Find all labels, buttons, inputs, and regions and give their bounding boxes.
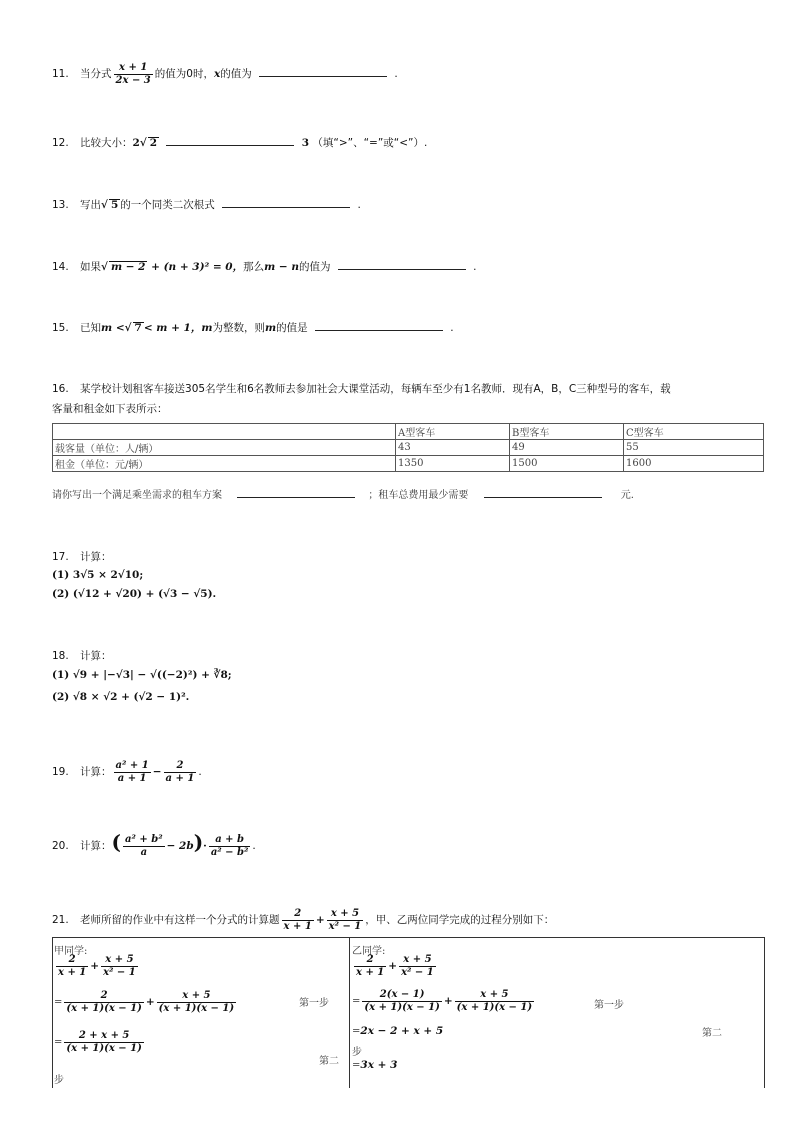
yi-f1-numerator-2: x + 5	[455, 989, 534, 1002]
jia-equals-2: =	[54, 1037, 63, 1048]
yi-f1-plus: +	[443, 995, 453, 1007]
table-cell: 49	[510, 440, 624, 456]
q11-variable: x	[213, 68, 221, 80]
q12-prefix: 比较大小：	[80, 137, 133, 149]
question-18	[52, 651, 112, 662]
yi-step-1: 第一步	[594, 1000, 624, 1011]
q13-prefix: 写出	[80, 199, 102, 211]
table-row	[53, 456, 764, 472]
q12-lhs-radicand: 2	[149, 137, 158, 149]
jia-line-0	[54, 954, 140, 978]
jia-f0-numerator: 2	[56, 954, 88, 967]
jia-f1-plus: +	[145, 996, 155, 1008]
jia-f1-numerator: 2	[64, 990, 143, 1003]
q14-expression: + (n + 3)² = 0，	[147, 261, 244, 273]
q15-end: .	[450, 322, 454, 334]
yi-label: 乙同学:	[352, 946, 386, 957]
q12-number: 12.	[52, 137, 69, 149]
q12-lhs-coefficient: 2	[132, 137, 140, 149]
yi-line-1	[352, 989, 536, 1013]
question-12: 12. 比较大小：2√ 2 3 （填“>”、“=”或“<”）.	[52, 137, 428, 149]
q11-end: .	[394, 68, 398, 80]
q17-part-1: (1) 3√5 × 2√10;	[52, 569, 144, 581]
q20-dot: ·	[203, 840, 207, 852]
q20-numerator-1: a² + b²	[125, 834, 163, 845]
q16-ask-c: 元.	[620, 490, 634, 501]
question-15: 15. 已知m <√ 7 < m + 1，m为整数，则m的值是 .	[52, 322, 454, 334]
jia-f0-denominator: x + 1	[58, 966, 87, 978]
q16-text-line-2: 客量和租金如下表所示：	[52, 403, 168, 415]
question-13: 13. 写出√ 5 的一个同类二次根式 .	[52, 199, 361, 211]
yi-f0-numerator-2: x + 5	[399, 954, 436, 967]
q19-fraction-1	[114, 760, 151, 784]
q11-suffix: 的值为	[220, 68, 252, 80]
q20-denominator-1: a	[140, 846, 148, 858]
question-11	[52, 62, 398, 86]
q20-title: 计算：	[80, 840, 112, 852]
question-20: 20. 计算：( $\frac{\text{a² + b²}}{a}$ − 2b)· $\frac{a + b}{\text{a² − b²}}$ .	[52, 830, 256, 858]
yi-f1-numerator: 2(x − 1)	[362, 989, 441, 1002]
yi-f0-denominator-2: x² − 1	[401, 966, 434, 978]
jia-step-2b: 步	[54, 1075, 64, 1086]
table-header-cell	[53, 424, 396, 440]
q11-answer-blank[interactable]	[259, 75, 387, 77]
question-14: 14. 如果√ m − 2 + (n + 3)² = 0，那么m − n的值为 .	[52, 261, 477, 273]
q17-part-2: (2) (√12 + √20) + (√3 − √5).	[52, 588, 217, 600]
jia-f1-denominator-2: (x + 1)(x − 1)	[158, 1002, 235, 1014]
table-header-cell: C型客车	[624, 424, 764, 440]
table-cell: 55	[624, 440, 764, 456]
yi-line-3-expression: 3x + 3	[360, 1059, 398, 1071]
q18-part-1: (1) √9 + |−√3| − √((−2)²) + ∛8;	[52, 669, 232, 681]
jia-line-1	[54, 990, 238, 1014]
q14-variable: m − n	[264, 261, 299, 273]
jia-line-2	[54, 1030, 146, 1054]
q19-number: 19.	[52, 766, 69, 778]
q20-fraction-2	[209, 834, 251, 858]
q16-ask-a: 请你写出一个满足乘坐需求的租车方案	[52, 490, 222, 501]
q17-title: 计算：	[80, 551, 112, 563]
q14-end: .	[473, 261, 477, 273]
q16-number: 16.	[52, 383, 69, 395]
q13-radicand: 5	[110, 199, 119, 211]
q19-end: .	[198, 766, 202, 778]
q21-numerator-1: 2	[282, 908, 314, 921]
q15-variable: m	[201, 322, 213, 334]
q19-numerator-2: 2	[164, 760, 197, 773]
q20-fraction-1	[123, 834, 165, 858]
yi-f1-denominator: (x + 1)(x − 1)	[364, 1001, 440, 1013]
q15-suffix: 的值是	[276, 322, 308, 334]
question-16-line-2	[52, 404, 168, 415]
question-21	[52, 908, 554, 932]
jia-f0-plus: +	[90, 960, 100, 972]
q11-number: 11.	[52, 68, 69, 80]
q11-prefix: 当分式	[80, 68, 112, 80]
table-cell: 1500	[510, 456, 624, 472]
q15-number: 15.	[52, 322, 69, 334]
q21-fraction-1	[282, 908, 314, 932]
q14-answer-blank[interactable]	[338, 268, 466, 270]
table-cell: 载客量（单位：人/辆）	[53, 440, 396, 456]
q15-prefix: 已知	[80, 322, 102, 334]
q12-rhs: 3	[301, 137, 310, 149]
yi-equals-1: =	[352, 996, 361, 1007]
q21-prefix: 老师所留的作业中有这样一个分式的计算题	[80, 914, 280, 926]
q16-cost-blank[interactable]	[484, 496, 602, 498]
question-16-line-1	[52, 384, 671, 395]
q21-number: 21.	[52, 914, 69, 926]
q19-numerator-1: a² + 1	[115, 760, 149, 771]
q13-end: .	[357, 199, 361, 211]
q21-denominator-1: x + 1	[283, 920, 312, 932]
q16-ask-b: ；租车总费用最少需要	[368, 490, 469, 501]
q13-suffix: 的一个同类二次根式	[120, 199, 215, 211]
q21-plus: +	[315, 914, 325, 926]
q19-operator: −	[152, 766, 162, 778]
jia-step-2a: 第二	[319, 1056, 339, 1067]
q14-radicand: m − 2	[110, 261, 146, 273]
q12-note: （填“>”、“=”或“<”）.	[312, 137, 428, 149]
q21-suffix: ，甲、乙两位同学完成的过程分别如下：	[365, 914, 555, 926]
q20-denominator-2: a² − b²	[210, 846, 249, 858]
q20-end: .	[252, 840, 256, 852]
q19-denominator-1: a + 1	[117, 772, 147, 784]
q12-answer-blank[interactable]	[166, 144, 294, 146]
jia-label: 甲同学:	[54, 946, 88, 957]
q17-number: 17.	[52, 551, 69, 563]
q20-number: 20.	[52, 840, 69, 852]
q11-fraction-numerator: x + 1	[114, 62, 153, 75]
q15-answer-blank[interactable]	[315, 329, 443, 331]
q15-variable-2: m	[264, 322, 277, 334]
q14-middle: 那么	[243, 261, 265, 273]
q18-number: 18.	[52, 650, 69, 662]
table-cell: 租金（单位：元/辆）	[53, 456, 396, 472]
q21-denominator-2: x² − 1	[328, 920, 362, 932]
q13-number: 13.	[52, 199, 69, 211]
yi-f0-denominator: x + 1	[356, 966, 385, 978]
table-cell: 1350	[396, 456, 510, 472]
yi-line-0	[352, 954, 438, 978]
yi-line-2-expression: 2x − 2 + x + 5	[360, 1025, 444, 1037]
q16-plan-blank[interactable]	[237, 496, 355, 498]
q19-title: 计算：	[80, 766, 112, 778]
jia-f1-denominator: (x + 1)(x − 1)	[66, 1002, 142, 1014]
student-yi-solution	[349, 937, 765, 1088]
jia-f0-denominator-2: x² − 1	[103, 966, 136, 978]
yi-f0-numerator: 2	[354, 954, 386, 967]
yi-line-2	[352, 1025, 443, 1037]
student-jia-solution	[52, 937, 350, 1088]
jia-f2-denominator: (x + 1)(x − 1)	[66, 1042, 142, 1054]
yi-equals-2: =	[352, 1026, 361, 1037]
yi-f1-denominator-2: (x + 1)(x − 1)	[456, 1001, 533, 1013]
q21-numerator-2: x + 5	[327, 908, 364, 921]
jia-f2-numerator: 2 + x + 5	[64, 1030, 143, 1043]
bus-rental-table	[52, 423, 764, 472]
table-cell: 43	[396, 440, 510, 456]
jia-step-1: 第一步	[299, 998, 329, 1009]
jia-f1-numerator-2: x + 5	[157, 990, 236, 1003]
q15-expression-b: < m + 1，	[143, 322, 202, 334]
q14-suffix: 的值为	[298, 261, 331, 273]
q20-numerator-2: a + b	[209, 834, 251, 847]
table-cell: 1600	[624, 456, 764, 472]
q15-middle: 为整数，则	[212, 322, 265, 334]
yi-step-2b: 步	[352, 1047, 362, 1058]
q15-expression-a: m <	[101, 322, 125, 334]
question-19	[52, 760, 202, 784]
yi-step-2a: 第二	[702, 1028, 722, 1039]
q18-title: 计算：	[80, 650, 112, 662]
jia-f0-numerator-2: x + 5	[101, 954, 138, 967]
q15-radicand: 7	[134, 322, 142, 334]
q16-text-line-1: 某学校计划租客车接送305名学生和6名教师去参加社会大课堂活动，每辆车至少有1名教师．现有A，B，C三种型号的客车，载	[80, 383, 671, 395]
yi-equals-3: =	[352, 1060, 361, 1071]
q18-part-2: (2) √8 × √2 + (√2 − 1)².	[52, 691, 190, 703]
jia-equals-1: =	[54, 997, 63, 1008]
q14-number: 14.	[52, 261, 69, 273]
table-header-cell: A型客车	[396, 424, 510, 440]
question-17	[52, 552, 112, 563]
q14-prefix: 如果	[80, 261, 102, 273]
q11-fraction-denominator: 2x − 3	[115, 74, 151, 86]
yi-f0-plus: +	[388, 960, 398, 972]
yi-line-3	[352, 1059, 397, 1071]
q19-denominator-2: a + 1	[165, 772, 195, 784]
table-header-row	[53, 424, 764, 440]
table-row	[53, 440, 764, 456]
q19-fraction-2	[164, 760, 197, 784]
q21-fraction-2	[327, 908, 364, 932]
question-16-answer-line	[52, 491, 634, 501]
q11-fraction	[114, 62, 153, 86]
q11-middle: 的值为0时，	[154, 68, 214, 80]
q20-minus-term: − 2b	[166, 840, 194, 852]
q13-answer-blank[interactable]	[222, 206, 350, 208]
table-header-cell: B型客车	[510, 424, 624, 440]
